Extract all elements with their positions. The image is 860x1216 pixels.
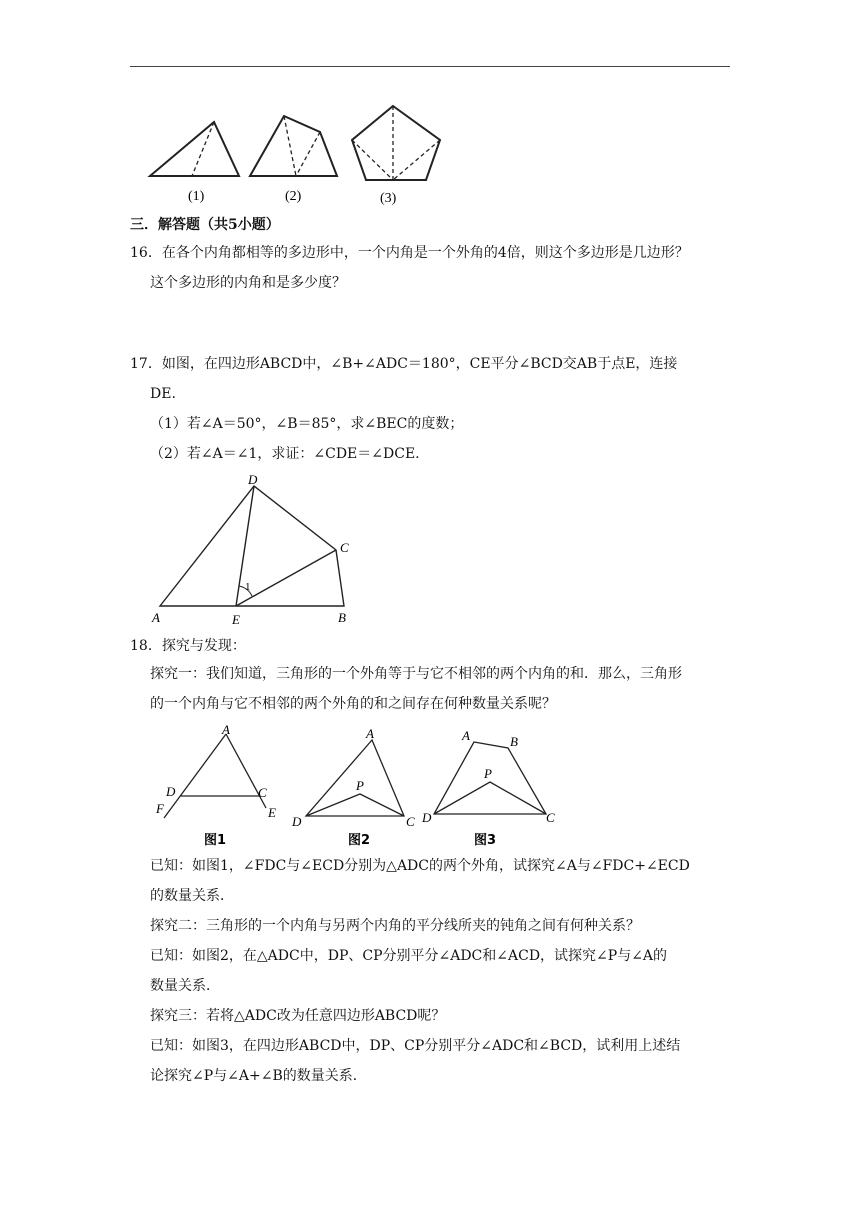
q16-line1: 16．在各个内角都相等的多边形中，一个内角是一个外角的4倍，则这个多边形是几边形？ — [130, 245, 689, 261]
fig3-label-b: B — [510, 734, 518, 749]
shape-2-quadrilateral — [250, 116, 337, 176]
header-rule — [130, 66, 730, 67]
label-b: B — [338, 610, 346, 625]
q18-known2-line1: 已知：如图2，在△ADC中，DP、CP分别平分∠ADC和∠ACD，试探究∠P与∠A的 — [150, 948, 668, 964]
q16-line2: 这个多边形的内角和是多少度？ — [150, 275, 346, 291]
q18-explore1-line2: 的一个内角与它不相邻的两个外角的和之间存在何种数量关系呢？ — [150, 696, 556, 712]
label-e: E — [232, 612, 240, 627]
label-a: A — [152, 610, 160, 625]
q17-part2: （2）若∠A＝∠1，求证：∠CDE＝∠DCE. — [150, 446, 420, 462]
fig3-label-a: A — [462, 728, 470, 743]
fig2-label-c: C — [406, 814, 415, 829]
q18-explore2: 探究二：三角形的一个内角与另两个内角的平分线所夹的钝角之间有何种关系？ — [150, 918, 640, 934]
fig1-label-f: F — [156, 801, 164, 816]
q18-known2-line2: 数量关系． — [150, 978, 220, 994]
q18-known1-line1: 已知：如图1，∠FDC与∠ECD分别为△ADC的两个外角，试探究∠A与∠FDC+∠ECD — [150, 858, 690, 874]
label-angle-1: 1 — [245, 581, 251, 593]
shape-2-label: (2) — [285, 189, 302, 204]
q17-quadrilateral-figure — [148, 470, 368, 630]
fig2-label-p: P — [356, 778, 364, 793]
fig1-caption: 图1 — [204, 833, 227, 848]
q17-part1: （1）若∠A＝50°，∠B＝85°，求∠BEC的度数； — [150, 416, 464, 432]
q18-known3-line2: 论探究∠P与∠A+∠B的数量关系． — [150, 1068, 367, 1084]
q18-explore1-line1: 探究一：我们知道，三角形的一个外角等于与它不相邻的两个内角的和．那么，三角形 — [150, 666, 682, 682]
fig3-label-d: D — [422, 810, 432, 825]
q17-line2: DE. — [150, 386, 176, 402]
label-d: D — [248, 472, 258, 487]
shape-1-triangle — [150, 122, 239, 176]
fig2-caption: 图2 — [348, 833, 371, 848]
fig1-label-d: D — [166, 784, 176, 799]
shape-3-label: (3) — [380, 191, 397, 206]
q18-known1-line2: 的数量关系． — [150, 888, 234, 904]
fig3-label-c: C — [546, 810, 555, 825]
shape-3-pentagon — [352, 106, 440, 180]
label-c: C — [340, 540, 349, 555]
q17-line1: 17．如图，在四边形ABCD中，∠B+∠ADC＝180°，CE平分∠BCD交AB于点E，连接 — [130, 356, 678, 372]
q18-figures — [150, 722, 580, 850]
fig1-label-a: A — [222, 722, 230, 737]
fig1-label-c: C — [258, 785, 267, 800]
q18-explore3: 探究三：若将△ADC改为任意四边形ABCD呢？ — [150, 1008, 446, 1024]
fig1-label-e: E — [268, 805, 276, 820]
fig3-label-p: P — [484, 766, 492, 781]
polygon-diagonals-figure — [140, 100, 450, 208]
shape-1-label: (1) — [188, 189, 205, 204]
fig2-shape — [306, 740, 404, 816]
fig2-label-a: A — [366, 726, 374, 741]
fig2-label-d: D — [292, 814, 302, 829]
section-heading: 三．解答题（共5小题） — [130, 217, 280, 233]
fig3-caption: 图3 — [474, 833, 497, 848]
q18-known3-line1: 已知：如图3，在四边形ABCD中，DP、CP分别平分∠ADC和∠BCD，试利用上述结 — [150, 1038, 681, 1054]
segment-ce — [236, 550, 336, 606]
fig1-shape — [164, 734, 266, 818]
q18-title: 18．探究与发现： — [130, 638, 246, 654]
